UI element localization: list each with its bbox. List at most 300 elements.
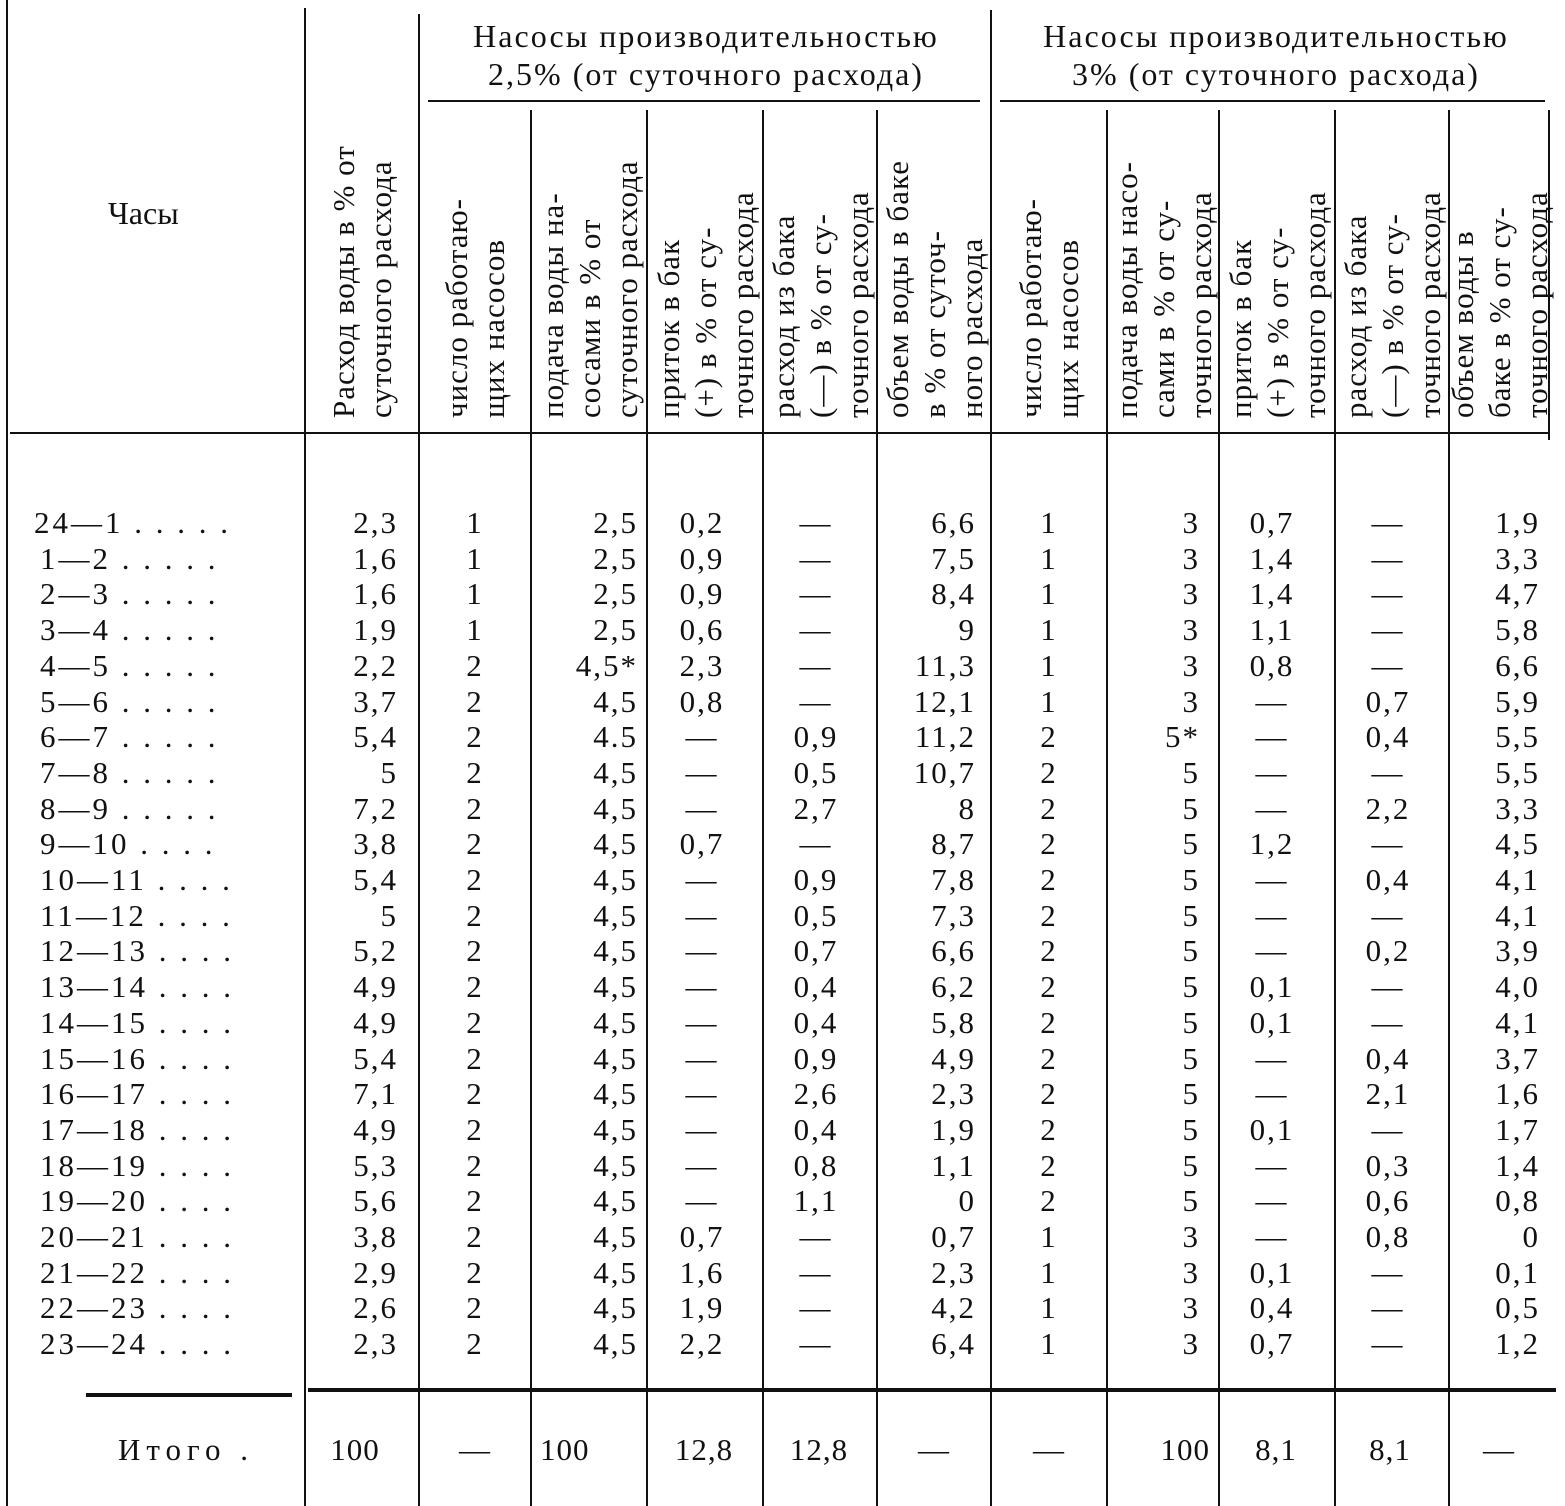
a-outflow-cell: 0,4 [793,1111,839,1147]
a-volume-cell: 1,1 [931,1147,976,1183]
group-b-rule [1000,100,1545,102]
a-volume-cell: 5,8 [931,1004,976,1040]
a-outflow-cell: 0,9 [793,862,839,897]
a-volume-cell: 9 [958,612,976,648]
a-pumps-total: — [459,1432,491,1467]
a-pumps-cell: 2 [466,1254,484,1290]
a-inflow-cell: 2,2 [679,1326,725,1362]
b-outflow-cell: — [1371,969,1405,1005]
a-pumps-cell: 2 [466,862,484,897]
b-pumps-cell: 1 [1040,505,1058,540]
a-outflow-cell: — [799,1290,833,1326]
a-pumps-cell: 1 [466,576,484,612]
b-outflow-cell: — [1371,540,1405,576]
a-supply-cell: 4,5 [593,1326,638,1362]
b-volume-cell: 4,1 [1495,1004,1540,1040]
consumption-header-line1: Расход воды в % от [326,145,361,418]
group-b-tank-volume-header-line3: точного расхода [1518,191,1554,418]
a-outflow-cell: — [799,826,833,862]
a-outflow-cell: 1,1 [793,1183,839,1219]
a-outflow-cell: — [799,1254,833,1290]
consumption-header-line2: суточного расхода [363,160,398,418]
a-inflow-cell: 1,9 [679,1290,725,1326]
b-pumps-cell: 2 [1040,1183,1058,1219]
a-outflow-cell: — [799,540,833,576]
a-inflow-cell: 0,6 [679,612,725,648]
a-supply-cell: 4,5 [593,790,638,826]
a-supply-cell: 4,5 [593,862,638,897]
a-supply-cell: 4,5 [593,1040,638,1076]
a-volume-cell: 0 [958,1183,976,1219]
a-supply-cell: 4,5 [593,897,638,933]
b-supply-cell: 3 [1182,505,1200,540]
a-volume-cell: 10,7 [913,754,976,790]
b-outflow-cell: — [1371,1290,1405,1326]
b-supply-cell: 5 [1182,1147,1200,1183]
b-pumps-cell: 2 [1040,1040,1058,1076]
a-supply-cell: 2,5 [593,540,638,576]
hour-label: 2—3 . . . . . [40,576,219,612]
a-outflow-cell: — [799,1219,833,1254]
a-volume-cell: 7,3 [931,897,976,933]
a-supply-cell: 4,5* [575,647,638,683]
a-supply-cell: 4,5 [593,1290,638,1326]
b-inflow-cell: — [1255,1219,1289,1254]
hour-label: 6—7 . . . . . [40,719,219,755]
total-label: Итого . [118,1432,254,1467]
a-supply-cell: 4,5 [593,1254,638,1290]
consumption-cell: 5,4 [353,1040,398,1076]
a-volume-cell: 1,9 [931,1111,976,1147]
a-inflow-cell: — [685,790,719,826]
a-supply-cell: 2,5 [593,576,638,612]
a-supply-cell: 2,5 [593,505,638,540]
group-a-title-line1: Насосы производительностью [473,18,939,54]
b-outflow-cell: — [1371,1111,1405,1147]
b-volume-cell: 5,8 [1495,612,1540,648]
a-inflow-cell: — [685,1183,719,1219]
a-outflow-cell: 0,9 [793,719,839,755]
a-pumps-cell: 2 [466,933,484,969]
b-outflow-cell: 0,8 [1365,1219,1411,1254]
a-outflow-cell: 0,4 [793,969,839,1005]
b-volume-cell: 5,9 [1495,683,1540,719]
a-volume-cell: 6,2 [931,969,976,1005]
hour-label: 15—16 . . . . [40,1040,234,1076]
group-b-tank-volume-header-line1: объем воды в [1444,230,1480,418]
b-pumps-cell: 2 [1040,754,1058,790]
hour-label: 9—10 . . . . [40,826,216,862]
b-supply-cell: 5 [1182,1004,1200,1040]
a-inflow-cell: — [685,1076,719,1112]
consumption-cell: 4,9 [353,1111,398,1147]
a-outflow-cell: — [799,505,833,540]
b-pumps-cell: 2 [1040,862,1058,897]
group-a-title-line2: 2,5% (от суточного расхода) [488,56,924,92]
a-outflow-cell: — [799,576,833,612]
a-volume-cell: 8,4 [931,576,976,612]
group-b-tank-outflow-header-line3: точного расхода [1411,191,1447,418]
a-inflow-cell: 1,6 [679,1254,725,1290]
total-rule-left [86,1393,292,1397]
a-outflow-total: 12,8 [789,1432,849,1467]
group-b-pumps-count-header-line1: число работаю- [1013,198,1048,418]
group-b-pump-supply-header-line1: подача воды насо- [1108,161,1144,418]
b-pumps-cell: 2 [1040,969,1058,1005]
b-inflow-cell: 1,1 [1249,612,1295,648]
b-pumps-cell: 2 [1040,897,1058,933]
consumption-cell: 1,6 [353,576,398,612]
a-volume-cell: 8 [958,790,976,826]
a-inflow-cell: 0,9 [679,540,725,576]
b-inflow-cell: 1,4 [1249,540,1295,576]
b-inflow-cell: — [1255,790,1289,826]
b-supply-cell: 5 [1182,826,1200,862]
consumption-cell: 3,7 [353,683,398,719]
a-inflow-cell: — [685,754,719,790]
consumption-cell: 3,8 [353,826,398,862]
a-volume-cell: 7,8 [931,862,976,897]
a-pumps-cell: 2 [466,1183,484,1219]
b-volume-cell: 1,2 [1495,1326,1540,1362]
b-outflow-total: 8,1 [1369,1432,1411,1467]
b-pumps-cell: 1 [1040,1254,1058,1290]
b-volume-cell: 4,1 [1495,862,1540,897]
group-a-tank-outflow-header-line2: (—) в % от су- [802,213,838,418]
hour-label: 19—20 . . . . [40,1183,234,1219]
b-inflow-cell: — [1255,719,1289,755]
a-pumps-cell: 2 [466,969,484,1005]
a-volume-cell: 0,7 [931,1219,976,1254]
b-volume-cell: 0 [1522,1219,1540,1254]
b-inflow-cell: 0,8 [1249,647,1295,683]
b-volume-total: — [1483,1432,1515,1467]
b-pumps-cell: 2 [1040,1004,1058,1040]
b-pumps-cell: 1 [1040,576,1058,612]
b-supply-total: 100 [1160,1432,1210,1467]
b-outflow-cell: 0,4 [1365,862,1411,897]
column-rule [304,8,306,1506]
a-inflow-cell: 0,9 [679,576,725,612]
consumption-cell: 7,1 [353,1076,398,1112]
b-inflow-cell: — [1255,1040,1289,1076]
table-left-border [6,0,8,1506]
a-outflow-cell: 2,6 [793,1076,839,1112]
a-volume-cell: 4,9 [931,1040,976,1076]
b-inflow-cell: — [1255,897,1289,933]
consumption-cell: 1,9 [353,612,398,648]
b-supply-cell: 5 [1182,933,1200,969]
a-supply-cell: 4,5 [593,933,638,969]
b-pumps-cell: 2 [1040,719,1058,755]
a-inflow-cell: — [685,1111,719,1147]
b-inflow-cell: — [1255,683,1289,719]
group-a-tank-inflow-header-line2: (+) в % от су- [687,226,723,418]
hour-label: 5—6 . . . . . [40,683,219,719]
a-supply-cell: 4,5 [593,1183,638,1219]
a-inflow-cell: — [685,1147,719,1183]
a-inflow-cell: — [685,933,719,969]
b-volume-cell: 1,4 [1495,1147,1540,1183]
b-inflow-cell: 0,4 [1249,1290,1295,1326]
b-pumps-cell: 1 [1040,683,1058,719]
a-outflow-cell: — [799,647,833,683]
hour-label: 14—15 . . . . [40,1004,234,1040]
b-outflow-cell: 2,2 [1365,790,1411,826]
b-outflow-cell: — [1371,612,1405,648]
a-pumps-cell: 2 [466,683,484,719]
a-volume-cell: 6,6 [931,933,976,969]
a-pumps-cell: 2 [466,1219,484,1254]
group-a-pump-supply-header-line3: суточного расхода [608,160,644,418]
hour-label: 1—2 . . . . . [40,540,219,576]
b-supply-cell: 3 [1182,612,1200,648]
b-pumps-cell: 1 [1040,1326,1058,1362]
a-volume-cell: 2,3 [931,1254,976,1290]
b-outflow-cell: — [1371,826,1405,862]
group-b-pumps-count-header-line2: щих насосов [1050,239,1085,418]
a-inflow-cell: — [685,719,719,755]
b-supply-cell: 5 [1182,897,1200,933]
b-volume-cell: 4,7 [1495,576,1540,612]
column-rule [990,10,992,1506]
b-outflow-cell: — [1371,505,1405,540]
b-inflow-cell: — [1255,1183,1289,1219]
a-outflow-cell: — [799,1326,833,1362]
a-outflow-cell: 0,4 [793,1004,839,1040]
b-volume-cell: 1,6 [1495,1076,1540,1112]
consumption-cell: 5,4 [353,862,398,897]
consumption-cell: 2,2 [353,647,398,683]
b-supply-cell: 3 [1182,683,1200,719]
a-inflow-cell: 0,7 [679,1219,725,1254]
a-volume-cell: 2,3 [931,1076,976,1112]
consumption-cell: 5,2 [353,933,398,969]
consumption-cell: 2,3 [353,1326,398,1362]
group-a-tank-outflow-header-line3: точного расхода [839,191,875,418]
a-supply-cell: 4,5 [593,1111,638,1147]
a-supply-cell: 4,5 [593,754,638,790]
a-pumps-cell: 2 [466,754,484,790]
b-pumps-cell: 1 [1040,1290,1058,1326]
a-volume-cell: 4,2 [931,1290,976,1326]
a-pumps-cell: 2 [466,1111,484,1147]
b-pumps-cell: 2 [1040,826,1058,862]
a-outflow-cell: 0,9 [793,1040,839,1076]
a-pumps-cell: 2 [466,1290,484,1326]
b-inflow-total: 8,1 [1255,1432,1297,1467]
group-a-pumps-count-header-line1: число работаю- [439,198,474,418]
a-pumps-cell: 2 [466,1076,484,1112]
group-b-tank-outflow-header-line2: (—) в % от су- [1374,213,1410,418]
b-inflow-cell: 0,1 [1249,969,1295,1005]
group-a-pump-supply-header-line1: подача воды на- [534,192,570,418]
b-supply-cell: 3 [1182,576,1200,612]
b-outflow-cell: 0,6 [1365,1183,1411,1219]
b-outflow-cell: 0,4 [1365,1040,1411,1076]
a-outflow-cell: 0,8 [793,1147,839,1183]
b-supply-cell: 5 [1182,1183,1200,1219]
hour-label: 7—8 . . . . . [40,754,219,790]
b-outflow-cell: — [1371,1254,1405,1290]
b-inflow-cell: 1,2 [1249,826,1295,862]
consumption-cell: 4,9 [353,969,398,1005]
consumption-cell: 4,9 [353,1004,398,1040]
a-volume-cell: 6,6 [931,505,976,540]
a-pumps-cell: 2 [466,719,484,755]
a-outflow-cell: 2,7 [793,790,839,826]
column-rule [530,110,532,1506]
b-pumps-cell: 2 [1040,1111,1058,1147]
group-a-pump-supply-header-line2: сосами в % от [571,218,607,418]
hour-label: 4—5 . . . . . [40,647,219,683]
a-pumps-cell: 2 [466,1004,484,1040]
a-supply-cell: 4,5 [593,969,638,1005]
b-pumps-cell: 2 [1040,1076,1058,1112]
a-pumps-cell: 2 [466,826,484,862]
a-supply-cell: 4,5 [593,683,638,719]
a-outflow-cell: — [799,612,833,648]
b-volume-cell: 0,8 [1495,1183,1540,1219]
b-inflow-cell: — [1255,933,1289,969]
b-inflow-cell: — [1255,754,1289,790]
hour-label: 21—22 . . . . [40,1254,234,1290]
b-outflow-cell: 0,4 [1365,719,1411,755]
group-a-tank-volume-header-line3: ного расхода [953,237,989,418]
a-pumps-cell: 2 [466,897,484,933]
b-supply-cell: 5 [1182,1040,1200,1076]
a-inflow-cell: 0,7 [679,826,725,862]
b-inflow-cell: 0,1 [1249,1004,1295,1040]
a-pumps-cell: 1 [466,505,484,540]
a-pumps-cell: 2 [466,1147,484,1183]
group-b-title-line2: 3% (от суточного расхода) [1072,56,1480,92]
b-volume-cell: 3,3 [1495,540,1540,576]
a-volume-cell: 11,2 [914,719,976,755]
a-supply-cell: 4,5 [593,826,638,862]
hour-label: 16—17 . . . . [40,1076,234,1112]
b-inflow-cell: 0,7 [1249,505,1295,540]
b-supply-cell: 5 [1182,754,1200,790]
group-a-tank-outflow-header-line1: расход из бака [765,214,801,418]
b-inflow-cell: 0,1 [1249,1254,1295,1290]
b-outflow-cell: — [1371,576,1405,612]
a-supply-cell: 4,5 [593,1076,638,1112]
consumption-cell: 5 [380,897,398,933]
consumption-cell: 2,9 [353,1254,398,1290]
a-supply-cell: 4,5 [593,1147,638,1183]
b-pumps-cell: 2 [1040,933,1058,969]
b-volume-cell: 5,5 [1495,719,1540,755]
b-volume-cell: 4,0 [1495,969,1540,1005]
b-supply-cell: 3 [1182,1219,1200,1254]
a-inflow-cell: — [685,1040,719,1076]
group-b-title-line1: Насосы производительностью [1043,18,1509,54]
b-inflow-cell: — [1255,862,1289,897]
a-supply-cell: 4.5 [593,719,638,755]
b-pumps-total: — [1033,1432,1065,1467]
b-volume-cell: 5,5 [1495,754,1540,790]
group-a-tank-volume-header-line1: объем воды в баке [879,159,915,418]
b-supply-cell: 5 [1182,1111,1200,1147]
b-outflow-cell: — [1371,897,1405,933]
hour-label: 11—12 . . . . [40,897,233,933]
b-volume-cell: 4,1 [1495,897,1540,933]
b-outflow-cell: — [1371,1326,1405,1362]
b-supply-cell: 3 [1182,1254,1200,1290]
b-outflow-cell: 0,3 [1365,1147,1411,1183]
b-supply-cell: 3 [1182,1326,1200,1362]
consumption-cell: 1,6 [353,540,398,576]
group-a-pumps-count-header-line2: щих насосов [476,239,511,418]
a-inflow-cell: — [685,969,719,1005]
b-volume-cell: 3,3 [1495,790,1540,826]
a-pumps-cell: 2 [466,790,484,826]
group-a-tank-inflow-header-line3: точного расхода [724,191,760,418]
b-pumps-cell: 2 [1040,790,1058,826]
group-a-tank-inflow-header-line1: приток в бак [650,238,686,418]
b-inflow-cell: — [1255,1147,1289,1183]
a-supply-total: 100 [540,1432,590,1467]
b-volume-cell: 3,9 [1495,933,1540,969]
b-supply-cell: 5 [1182,790,1200,826]
b-volume-cell: 0,5 [1495,1290,1540,1326]
consumption-cell: 2,6 [353,1290,398,1326]
consumption-cell: 3,8 [353,1219,398,1254]
b-outflow-cell: — [1371,754,1405,790]
consumption-cell: 5 [380,754,398,790]
a-pumps-cell: 1 [466,540,484,576]
b-supply-cell: 5* [1165,719,1200,755]
b-pumps-cell: 1 [1040,540,1058,576]
b-supply-cell: 3 [1182,540,1200,576]
group-b-tank-outflow-header-line1: расход из бака [1337,214,1373,418]
consumption-cell: 7,2 [353,790,398,826]
b-supply-cell: 5 [1182,1076,1200,1112]
b-supply-cell: 3 [1182,1290,1200,1326]
b-volume-cell: 1,7 [1495,1111,1540,1147]
hours-header: Часы [108,195,179,231]
column-rule [876,110,878,1506]
group-b-pump-supply-header-line2: сами в % от су- [1145,199,1181,418]
a-supply-cell: 4,5 [593,1219,638,1254]
a-outflow-cell: — [799,683,833,719]
group-b-tank-inflow-header-line3: точного расхода [1296,191,1332,418]
a-inflow-total: 12,8 [674,1432,734,1467]
b-outflow-cell: 0,2 [1365,933,1411,969]
group-b-pump-supply-header-line3: точного расхода [1182,191,1218,418]
hour-label: 8—9 . . . . . [40,790,219,826]
b-pumps-cell: 1 [1040,1219,1058,1254]
group-b-tank-inflow-header-line1: приток в бак [1222,238,1258,418]
b-inflow-cell: 0,7 [1249,1326,1295,1362]
hour-label: 24—1 . . . . . [34,505,231,540]
a-inflow-cell: — [685,862,719,897]
b-pumps-cell: 1 [1040,647,1058,683]
b-volume-cell: 0,1 [1495,1254,1540,1290]
hour-label: 17—18 . . . . [40,1111,234,1147]
a-volume-total: — [918,1432,950,1467]
consumption-cell: 2,3 [353,505,398,540]
a-volume-cell: 8,7 [931,826,976,862]
b-pumps-cell: 2 [1040,1147,1058,1183]
b-volume-cell: 3,7 [1495,1040,1540,1076]
b-outflow-cell: 2,1 [1365,1076,1411,1112]
b-inflow-cell: — [1255,1076,1289,1112]
hour-label: 12—13 . . . . [40,933,234,969]
consumption-total: 100 [330,1432,380,1467]
a-volume-cell: 7,5 [931,540,976,576]
